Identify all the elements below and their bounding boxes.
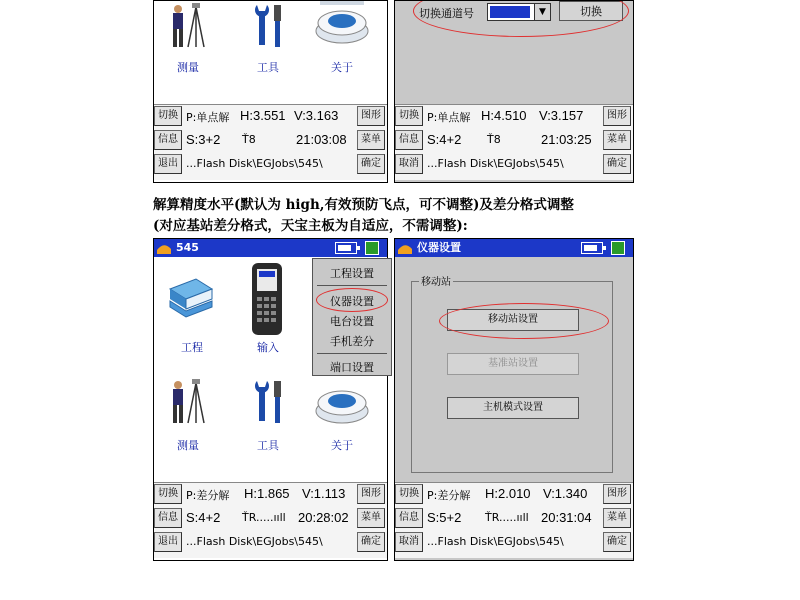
signal-indicator: ŤR.....ııll xyxy=(485,511,529,524)
solution-type: P:差分解 xyxy=(427,489,471,502)
switch-button[interactable]: 切换 xyxy=(395,484,423,504)
title-bar xyxy=(395,239,633,257)
menu-item-instrument-settings[interactable]: 仪器设置 xyxy=(330,295,374,308)
rover-group-label: 移动站 xyxy=(419,273,453,288)
channel-label: 切换通道号 xyxy=(419,7,474,20)
instrument-settings-screen xyxy=(394,238,634,561)
graph-button[interactable]: 图形 xyxy=(357,106,385,126)
icon-label-tools: 工具 xyxy=(257,61,279,74)
ok-button[interactable]: 确定 xyxy=(603,154,631,174)
windows-logo-icon xyxy=(398,242,412,253)
switch-button[interactable]: 切换 xyxy=(154,106,182,126)
books-icon[interactable] xyxy=(166,275,216,321)
time: 20:31:04 xyxy=(541,510,592,525)
info-button[interactable]: 信息 xyxy=(395,508,423,528)
gnss-receiver-icon[interactable] xyxy=(314,381,370,427)
menu-item-phone-differential[interactable]: 手机差分 xyxy=(330,335,374,348)
battery-icon xyxy=(335,242,357,254)
h-precision: H:4.510 xyxy=(481,108,527,123)
switch-button[interactable]: 切换 xyxy=(154,484,182,504)
icon-label-survey: 测量 xyxy=(177,439,199,452)
icon-label-input: 输入 xyxy=(257,341,279,354)
base-settings-button[interactable]: 基准站设置 xyxy=(447,353,579,375)
graph-button[interactable]: 图形 xyxy=(603,106,631,126)
menu-item-radio-settings[interactable]: 电台设置 xyxy=(330,315,374,328)
v-precision: V:3.163 xyxy=(294,108,339,123)
status-bar xyxy=(395,104,633,180)
icon-label-about: 关于 xyxy=(331,439,353,452)
info-button[interactable]: 信息 xyxy=(154,508,182,528)
info-button[interactable]: 信息 xyxy=(395,130,423,150)
graph-button[interactable]: 图形 xyxy=(357,484,385,504)
switch-button[interactable]: 切换 xyxy=(395,106,423,126)
highlight-ellipse xyxy=(439,303,609,339)
icon-label-about: 关于 xyxy=(331,61,353,74)
job-path: ...Flash Disk\EGJobs\545\ xyxy=(186,535,323,548)
solution-type: P:差分解 xyxy=(186,489,230,502)
menu-button[interactable]: 菜单 xyxy=(357,508,385,528)
h-precision: H:1.865 xyxy=(244,486,290,501)
settings-menu xyxy=(312,258,392,376)
v-precision: V:3.157 xyxy=(539,108,584,123)
info-button[interactable]: 信息 xyxy=(154,130,182,150)
satellites: S:4+2 xyxy=(427,132,462,147)
ok-button[interactable]: 确定 xyxy=(357,532,385,552)
time: 21:03:25 xyxy=(541,132,592,147)
battery-icon xyxy=(581,242,603,254)
time: 20:28:02 xyxy=(298,510,349,525)
icon-label-survey: 测量 xyxy=(177,61,199,74)
menu-separator xyxy=(317,285,387,286)
host-mode-settings-button[interactable]: 主机模式设置 xyxy=(447,397,579,419)
switch-channel-button[interactable]: 切换 xyxy=(559,1,623,21)
window-title: 仪器设置 xyxy=(417,241,461,254)
job-path: ...Flash Disk\EGJobs\545\ xyxy=(427,157,564,170)
solution-type: P:单点解 xyxy=(427,111,471,124)
window-title: 545 xyxy=(176,241,199,254)
satellites: S:5+2 xyxy=(427,510,462,525)
v-precision: V:1.340 xyxy=(543,486,588,501)
menu-item-port-settings[interactable]: 端口设置 xyxy=(330,361,374,374)
top-right-screen xyxy=(394,0,634,183)
gnss-receiver-icon[interactable] xyxy=(314,1,370,47)
chevron-down-icon[interactable]: ▼ xyxy=(534,4,550,20)
h-precision: H:2.010 xyxy=(485,486,531,501)
caption-line-2: (对应基站差分格式，天宝主板为自适应，不需调整): xyxy=(153,218,468,234)
icon-label-tools: 工具 xyxy=(257,439,279,452)
highlight-ellipse xyxy=(316,288,388,312)
menu-separator xyxy=(317,353,387,354)
status-bar xyxy=(154,104,387,180)
ok-button[interactable]: 确定 xyxy=(357,154,385,174)
cancel-button[interactable]: 取消 xyxy=(395,154,423,174)
satellites: S:4+2 xyxy=(186,510,221,525)
status-bar xyxy=(154,482,387,558)
surveyor-icon[interactable] xyxy=(168,3,208,49)
menu-button[interactable]: 菜单 xyxy=(603,508,631,528)
windows-logo-icon xyxy=(157,242,171,253)
icon-label-project: 工程 xyxy=(181,341,203,354)
ok-icon[interactable] xyxy=(611,241,625,255)
v-precision: V:1.113 xyxy=(302,486,346,501)
tools-icon[interactable] xyxy=(249,3,289,49)
menu-button[interactable]: 菜单 xyxy=(357,130,385,150)
satellites: S:3+2 xyxy=(186,132,221,147)
graph-button[interactable]: 图形 xyxy=(603,484,631,504)
cancel-button[interactable]: 取消 xyxy=(395,532,423,552)
job-path: ...Flash Disk\EGJobs\545\ xyxy=(186,157,323,170)
surveyor-icon[interactable] xyxy=(168,379,208,425)
status-bar xyxy=(395,482,633,558)
rover-settings-button[interactable]: 移动站设置 xyxy=(447,309,579,331)
highlight-ellipse xyxy=(413,0,629,37)
exit-button[interactable]: 退出 xyxy=(154,532,182,552)
solution-type: P:单点解 xyxy=(186,111,230,124)
h-precision: H:3.551 xyxy=(240,108,286,123)
ok-button[interactable]: 确定 xyxy=(603,532,631,552)
menu-button[interactable]: 菜单 xyxy=(603,130,631,150)
signal-indicator: Ť8 xyxy=(487,133,501,146)
signal-indicator: ŤR.....ııll xyxy=(242,511,286,524)
ok-icon[interactable] xyxy=(365,241,379,255)
caption-line-1: 解算精度水平(默认为 high,有效预防飞点，可不调整)及差分格式调整 xyxy=(153,197,574,213)
menu-item-project-settings[interactable]: 工程设置 xyxy=(330,267,374,280)
signal-indicator: Ť8 xyxy=(242,133,256,146)
exit-button[interactable]: 退出 xyxy=(154,154,182,174)
top-left-screen xyxy=(153,0,388,183)
title-bar xyxy=(154,239,387,257)
handheld-icon[interactable] xyxy=(250,263,284,337)
tools-icon[interactable] xyxy=(249,379,289,425)
job-path: ...Flash Disk\EGJobs\545\ xyxy=(427,535,564,548)
time: 21:03:08 xyxy=(296,132,347,147)
